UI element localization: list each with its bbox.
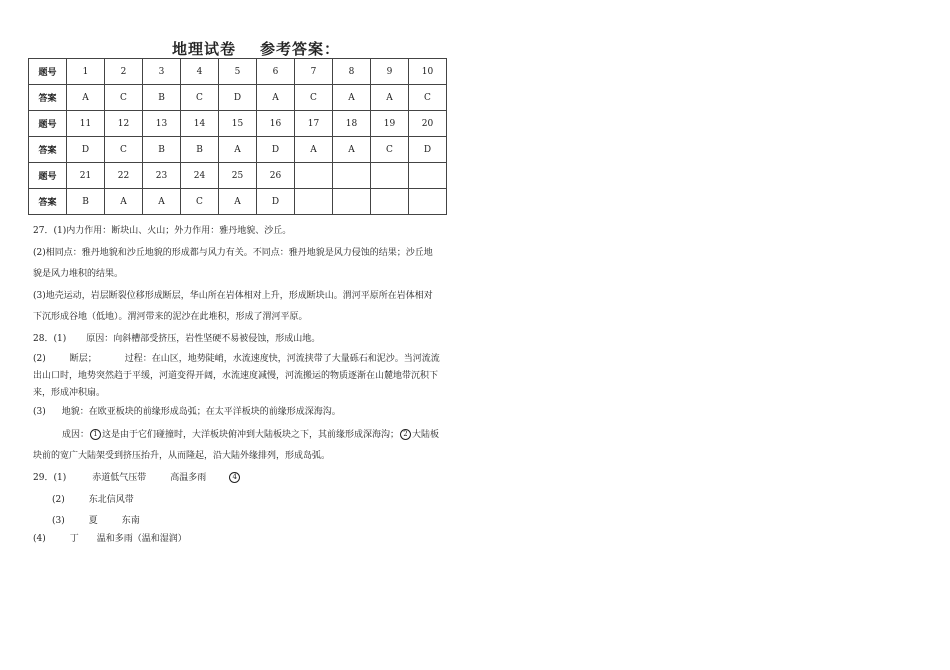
table-cell: 5 (219, 59, 257, 85)
table-cell (333, 189, 371, 215)
table-cell: A (219, 189, 257, 215)
table-cell: 7 (295, 59, 333, 85)
table-row (29, 111, 447, 137)
q29-line-2 (52, 494, 134, 506)
q28-line-2 (33, 353, 440, 365)
q29-line-1 (33, 472, 241, 484)
table-cell: 12 (105, 111, 143, 137)
table-cell: A (143, 189, 181, 215)
q29-num-2: (2) (52, 495, 65, 505)
table-cell: A (105, 189, 143, 215)
q28-text-6b: 这是由于它们碰撞时，大洋板块俯冲到大陆板块之下，其前缘形成深海沟； (102, 430, 400, 440)
table-cell: 16 (257, 111, 295, 137)
q28-text-6c: 大陆板 (412, 430, 440, 440)
table-cell: C (181, 85, 219, 111)
table-cell: 22 (105, 163, 143, 189)
table-cell: C (105, 137, 143, 163)
row-label: 题号 (29, 111, 67, 137)
row-label: 答案 (29, 85, 67, 111)
circled-number-4: 4 (229, 472, 240, 483)
q28-line-4: 来，形成冲积扇。 (33, 388, 106, 398)
table-cell: 17 (295, 111, 333, 137)
table-cell: 2 (105, 59, 143, 85)
q29-answer-4b: 温和多雨（温和湿润） (96, 534, 187, 544)
q28-text-6a: 成因： (62, 430, 90, 440)
table-cell: C (371, 137, 409, 163)
q27-line-5: 下沉形成谷地（低地）。渭河带来的泥沙在此堆积，形成了渭河平原。 (33, 312, 308, 322)
table-cell: 4 (181, 59, 219, 85)
page-title (172, 38, 340, 59)
q28-line-7: 块前的宽广大陆架受到挤压抬升，从而隆起，沿大陆外缘排列，形成岛弧。 (33, 451, 331, 461)
q28-line-3: 出山口时，地势突然趋于平缓，河道变得开阔，水流速度减慢，河流搬运的物质逐渐在山麓地带沉积下 (33, 371, 439, 381)
title-answer-key: 参考答案： (260, 40, 341, 58)
q28-line-1 (33, 333, 320, 345)
row-label: 题号 (29, 163, 67, 189)
q29-answer-3b: 东南 (121, 516, 140, 526)
table-cell: D (67, 137, 105, 163)
row-label: 题号 (29, 59, 67, 85)
table-cell: 1 (67, 59, 105, 85)
q27-line-1: 27．(1)内力作用：断块山、火山；外力作用：雅丹地貌、沙丘。 (33, 226, 292, 236)
table-cell: B (67, 189, 105, 215)
table-cell: 11 (67, 111, 105, 137)
table-cell: A (67, 85, 105, 111)
table-cell: 10 (409, 59, 447, 85)
table-row (29, 59, 447, 85)
table-cell: 14 (181, 111, 219, 137)
q29-answer-4a: 丁 (69, 534, 79, 544)
table-cell: 15 (219, 111, 257, 137)
table-cell: 23 (143, 163, 181, 189)
table-cell: D (257, 189, 295, 215)
table-cell: 13 (143, 111, 181, 137)
q28-num-1: 28．(1) (33, 334, 67, 344)
q28-num-3: (3) (33, 407, 46, 417)
table-cell: 21 (67, 163, 105, 189)
table-cell (409, 163, 447, 189)
table-cell: 9 (371, 59, 409, 85)
table-cell: 24 (181, 163, 219, 189)
q28-text-2a: 断层； (69, 354, 97, 364)
table-cell: B (181, 137, 219, 163)
table-cell: A (371, 85, 409, 111)
q29-answer-1a: 赤道低气压带 (92, 473, 147, 483)
table-cell (371, 189, 409, 215)
table-cell (295, 189, 333, 215)
table-cell: 3 (143, 59, 181, 85)
table-cell: C (105, 85, 143, 111)
q29-num-1: 29．(1) (33, 473, 67, 483)
table-cell: 19 (371, 111, 409, 137)
q28-text-2b: 过程：在山区，地势陡峭，水流速度快，河流挟带了大量砾石和泥沙。当河流流 (124, 354, 440, 364)
q28-text-1: 原因：向斜槽部受挤压，岩性坚硬不易被侵蚀，形成山地。 (86, 334, 321, 344)
table-cell: 8 (333, 59, 371, 85)
table-cell: D (409, 137, 447, 163)
table-cell: C (409, 85, 447, 111)
table-row (29, 85, 447, 111)
q29-num-3: (3) (52, 516, 65, 526)
table-cell: 25 (219, 163, 257, 189)
table-cell: D (257, 137, 295, 163)
q27-line-3: 貌是风力堆积的结果。 (33, 269, 124, 279)
q27-line-2: (2)相同点：雅丹地貌和沙丘地貌的形成都与风力有关。不同点：雅丹地貌是风力侵蚀的结果；沙丘地 (33, 248, 433, 258)
q29-line-4 (33, 533, 187, 545)
q29-line-3 (52, 515, 140, 527)
table-cell: 20 (409, 111, 447, 137)
q27-line-4: (3)地壳运动，岩层断裂位移形成断层，华山所在岩体相对上升，形成断块山。渭河平原所在岩体相对 (33, 291, 433, 301)
table-cell (371, 163, 409, 189)
q28-num-2: (2) (33, 354, 46, 364)
table-cell: 6 (257, 59, 295, 85)
circled-number-2: 2 (400, 429, 411, 440)
table-cell (295, 163, 333, 189)
q28-text-5: 地貌：在欧亚板块的前缘形成岛弧；在太平洋板块的前缘形成深海沟。 (61, 407, 341, 417)
q28-line-5 (33, 406, 341, 418)
table-cell: B (143, 85, 181, 111)
circled-number-1: 1 (90, 429, 101, 440)
table-row (29, 189, 447, 215)
table-cell: A (219, 137, 257, 163)
table-cell: C (181, 189, 219, 215)
table-cell: 18 (333, 111, 371, 137)
q29-answer-1b: 高温多雨 (170, 473, 207, 483)
table-cell: A (257, 85, 295, 111)
table-row (29, 137, 447, 163)
title-subject: 地理试卷 (172, 40, 237, 58)
row-label: 答案 (29, 137, 67, 163)
row-label: 答案 (29, 189, 67, 215)
table-cell: D (219, 85, 257, 111)
table-cell: A (333, 137, 371, 163)
q29-num-4: (4) (33, 534, 46, 544)
answer-table (28, 58, 447, 215)
q28-line-6 (62, 429, 439, 441)
table-cell: 26 (257, 163, 295, 189)
table-row (29, 163, 447, 189)
table-cell (333, 163, 371, 189)
q29-answer-2a: 东北信风带 (88, 495, 134, 505)
q29-answer-3a: 夏 (88, 516, 98, 526)
table-cell: C (295, 85, 333, 111)
table-cell: B (143, 137, 181, 163)
table-cell: A (333, 85, 371, 111)
table-cell (409, 189, 447, 215)
table-cell: A (295, 137, 333, 163)
